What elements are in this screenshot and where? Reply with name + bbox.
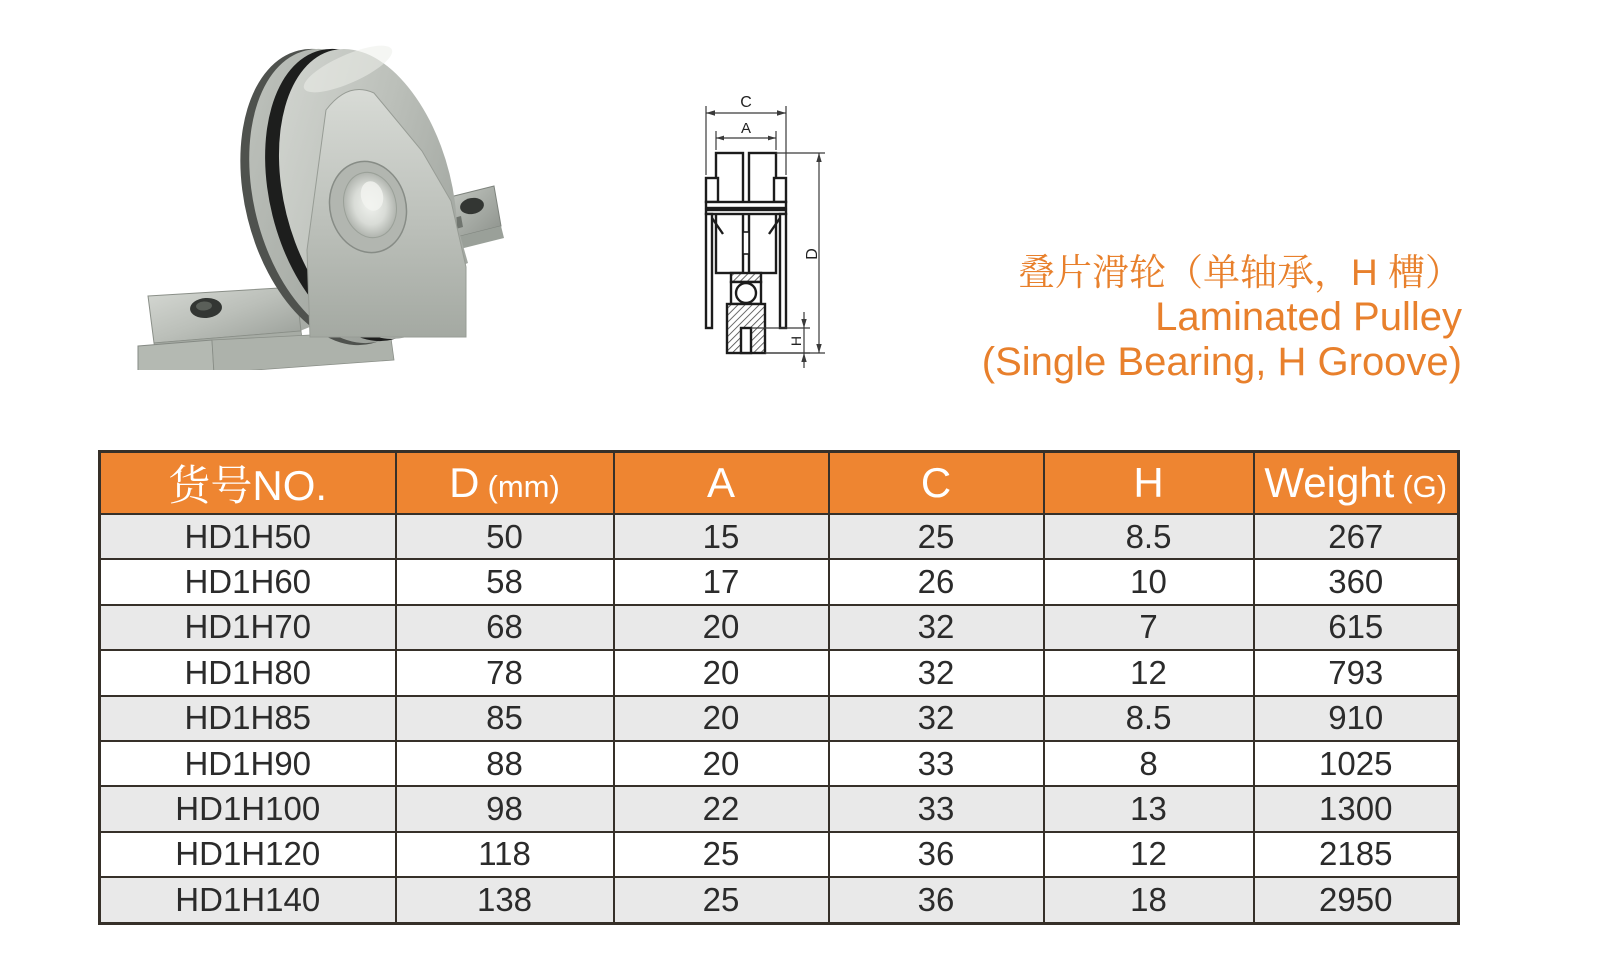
- spec-cell-value: 910: [1254, 696, 1459, 741]
- spec-cell-value: 85: [396, 696, 614, 741]
- product-title-en: Laminated Pulley: [1155, 295, 1462, 339]
- spec-row: [100, 741, 1459, 786]
- spec-cell-model: HD1H80: [100, 650, 396, 695]
- spec-cell-value: 36: [829, 877, 1044, 923]
- spec-cell-value: 615: [1254, 605, 1459, 650]
- spec-cell-value: 18: [1044, 877, 1254, 923]
- spec-cell-model: HD1H70: [100, 605, 396, 650]
- spec-cell-value: 25: [614, 832, 829, 877]
- spec-cell-value: 2185: [1254, 832, 1459, 877]
- spec-cell-value: 17: [614, 559, 829, 604]
- spec-cell-value: 26: [829, 559, 1044, 604]
- dim-label-c: C: [740, 94, 752, 111]
- spec-cell-value: 138: [396, 877, 614, 923]
- spec-cell-value: 32: [829, 605, 1044, 650]
- spec-col-sublabel: (mm): [487, 469, 560, 504]
- spec-cell-model: HD1H60: [100, 559, 396, 604]
- spec-row: [100, 786, 1459, 831]
- spec-cell-value: 98: [396, 786, 614, 831]
- spec-row: [100, 877, 1459, 923]
- spec-cell-value: 32: [829, 650, 1044, 695]
- spec-cell-model: HD1H50: [100, 514, 396, 559]
- spec-cell-value: 33: [829, 741, 1044, 786]
- spec-cell-value: 1300: [1254, 786, 1459, 831]
- spec-cell-value: 7: [1044, 605, 1254, 650]
- spec-cell-value: 267: [1254, 514, 1459, 559]
- spec-cell-value: 15: [614, 514, 829, 559]
- spec-cell-value: 20: [614, 650, 829, 695]
- spec-row: [100, 650, 1459, 695]
- spec-col-header: [100, 452, 396, 515]
- spec-col-label: D: [449, 459, 480, 506]
- spec-cell-value: 68: [396, 605, 614, 650]
- spec-cell-value: 20: [614, 741, 829, 786]
- spec-col-label: C: [920, 459, 952, 506]
- spec-col-label: 货号NO.: [168, 462, 328, 509]
- spec-cell-value: 20: [614, 696, 829, 741]
- spec-col-sublabel: (G): [1402, 469, 1448, 504]
- spec-cell-value: 13: [1044, 786, 1254, 831]
- spec-cell-value: 78: [396, 650, 614, 695]
- spec-row: [100, 559, 1459, 604]
- spec-col-header: [1044, 452, 1254, 515]
- spec-cell-value: 8.5: [1044, 514, 1254, 559]
- spec-cell-value: 12: [1044, 650, 1254, 695]
- spec-cell-value: 8: [1044, 741, 1254, 786]
- spec-cell-value: 1025: [1254, 741, 1459, 786]
- spec-cell-value: 2950: [1254, 877, 1459, 923]
- spec-col-label: A: [706, 459, 735, 506]
- spec-cell-model: HD1H120: [100, 832, 396, 877]
- pulley-section: [706, 153, 786, 353]
- spec-cell-value: 32: [829, 696, 1044, 741]
- spec-row: [100, 696, 1459, 741]
- spec-cell-value: 58: [396, 559, 614, 604]
- dim-label-d: D: [804, 248, 821, 260]
- spec-col-header: [1254, 452, 1459, 515]
- spec-cell-value: 793: [1254, 650, 1459, 695]
- spec-col-header: [396, 452, 614, 515]
- spec-cell-value: 360: [1254, 559, 1459, 604]
- spec-col-header: [829, 452, 1044, 515]
- spec-col-label: H: [1133, 459, 1164, 506]
- spec-cell-value: 118: [396, 832, 614, 877]
- spec-table: [98, 450, 1460, 925]
- product-title-zh: 叠片滑轮（单轴承，H 槽）: [1018, 252, 1462, 293]
- spec-col-header: [614, 452, 829, 515]
- spec-cell-value: 20: [614, 605, 829, 650]
- spec-cell-model: HD1H90: [100, 741, 396, 786]
- spec-row: [100, 514, 1459, 559]
- spec-row: [100, 832, 1459, 877]
- spec-col-label: Weight: [1264, 459, 1395, 506]
- spec-table-body: [100, 514, 1459, 923]
- spec-cell-model: HD1H140: [100, 877, 396, 923]
- dimension-drawing: [648, 76, 868, 376]
- spec-cell-value: 36: [829, 832, 1044, 877]
- dim-label-a: A: [740, 120, 752, 137]
- spec-row: [100, 605, 1459, 650]
- product-subtitle-en: (Single Bearing, H Groove): [981, 340, 1462, 384]
- product-photo: [120, 5, 560, 370]
- product-title-block: [982, 250, 1462, 385]
- spec-cell-value: 25: [614, 877, 829, 923]
- spec-cell-value: 50: [396, 514, 614, 559]
- spec-cell-model: HD1H85: [100, 696, 396, 741]
- spec-cell-model: HD1H100: [100, 786, 396, 831]
- spec-cell-value: 8.5: [1044, 696, 1254, 741]
- spec-cell-value: 88: [396, 741, 614, 786]
- spec-cell-value: 22: [614, 786, 829, 831]
- spec-table-header: [100, 452, 1459, 515]
- spec-cell-value: 12: [1044, 832, 1254, 877]
- spec-cell-value: 10: [1044, 559, 1254, 604]
- spec-cell-value: 25: [829, 514, 1044, 559]
- dim-label-h: H: [788, 335, 804, 347]
- spec-cell-value: 33: [829, 786, 1044, 831]
